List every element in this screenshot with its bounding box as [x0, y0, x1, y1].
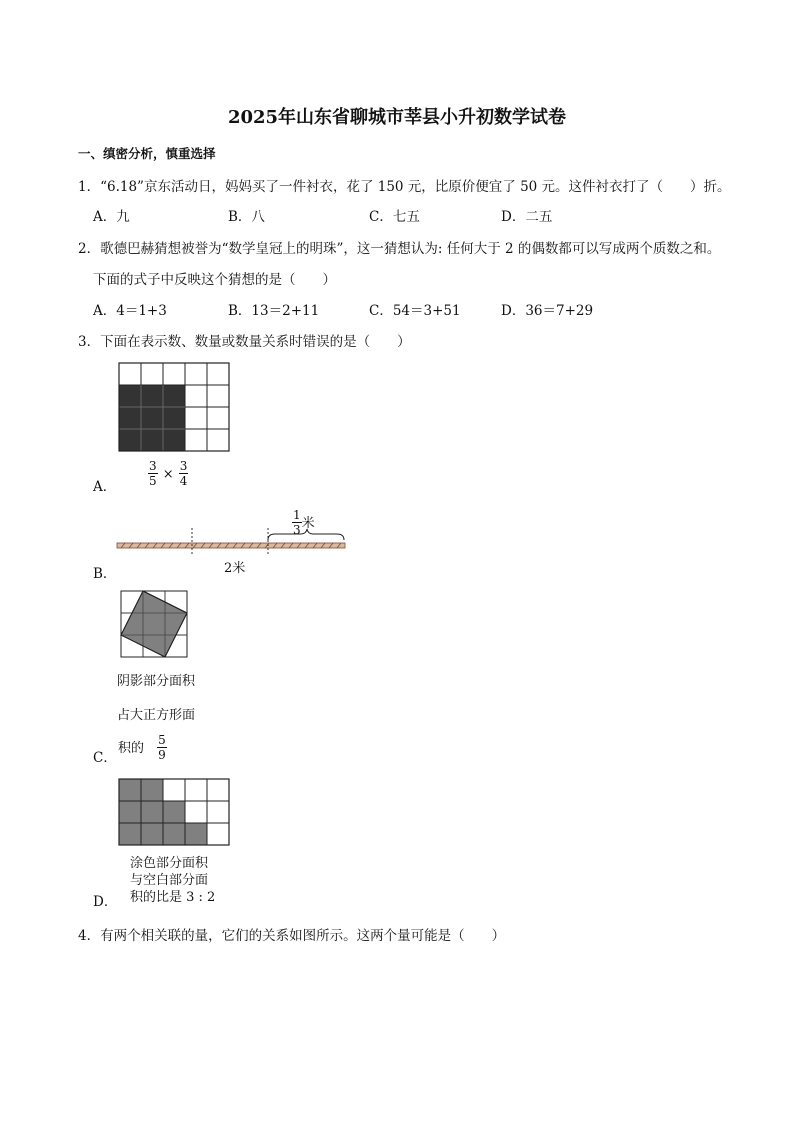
question-4-stem: 4．有两个相关联的量，它们的关系如图所示。这两个量可能是（ ） [78, 928, 506, 944]
option-a-label: A． [93, 479, 117, 495]
option-d-label: D． [93, 894, 118, 910]
option-c-caption-prefix: 积的 [118, 741, 145, 756]
option-a-expression [148, 460, 188, 487]
option-a-frac1-numerator: 3 [149, 459, 157, 473]
question-2-option-c: C．54＝3+51 [369, 303, 461, 319]
option-c-frac-denominator: 9 [158, 748, 166, 762]
option-c-frac-numerator: 5 [158, 733, 166, 747]
question-3-stem: 3．下面在表示数、数量或数量关系时错误的是（ ） [78, 334, 411, 350]
option-d-caption-line1: 涂色部分面积 [130, 856, 209, 871]
question-2-option-a: A．4＝1+3 [93, 303, 167, 319]
option-c-label: C． [93, 750, 117, 766]
question-2-option-b: B．13＝2+11 [228, 303, 320, 319]
option-d-grid-figure [118, 778, 230, 846]
option-b-frac-denominator: 3 [293, 523, 301, 537]
page-title: 2025年山东省聊城市莘县小升初数学试卷 [227, 107, 567, 128]
option-c-caption-line2: 占大正方形面 [117, 708, 196, 723]
question-1-stem: 1．“6.18”京东活动日，妈妈买了一件衬衣，花了 150 元，比原价便宜了 50 元。这件衬衣打了（ ）折。 [78, 179, 731, 195]
question-1-option-d: D．二五 [501, 209, 553, 225]
option-a-frac2-denominator: 4 [179, 474, 188, 488]
question-2-option-d: D．36＝7+29 [501, 303, 594, 319]
question-2-stem-line1: 2．歌德巴赫猜想被誉为“数学皇冠上的明珠”，这一猜想认为: 任何大于 2 的偶数都可以写成两个质数之和。 [78, 241, 721, 257]
option-d-caption-line2: 与空白部分面 [130, 873, 209, 888]
option-a-times-sign: × [162, 467, 174, 482]
option-a-grid-figure [118, 362, 230, 452]
option-b-top-label [292, 509, 315, 536]
question-1-option-b: B．八 [228, 209, 265, 225]
option-c-square-figure [120, 590, 190, 660]
option-a-frac2-numerator: 3 [179, 459, 188, 473]
section-heading: 一、缜密分析，慎重选择 [78, 146, 216, 161]
option-c-caption-line1: 阴影部分面积 [117, 674, 196, 689]
question-1-option-c: C．七五 [369, 209, 420, 225]
question-2-stem-line2: 下面的式子中反映这个猜想的是（ ） [93, 272, 336, 288]
option-b-frac-numerator: 1 [293, 508, 301, 522]
option-a-frac1-denominator: 5 [149, 474, 157, 488]
option-d-caption-line3: 积的比是 3 : 2 [130, 890, 216, 905]
question-1-option-a: A．九 [93, 209, 130, 225]
option-b-total-length: 2米 [224, 561, 246, 576]
option-b-unit: 米 [301, 516, 315, 531]
option-c-caption-line3 [118, 734, 167, 761]
option-b-label: B． [93, 566, 117, 582]
